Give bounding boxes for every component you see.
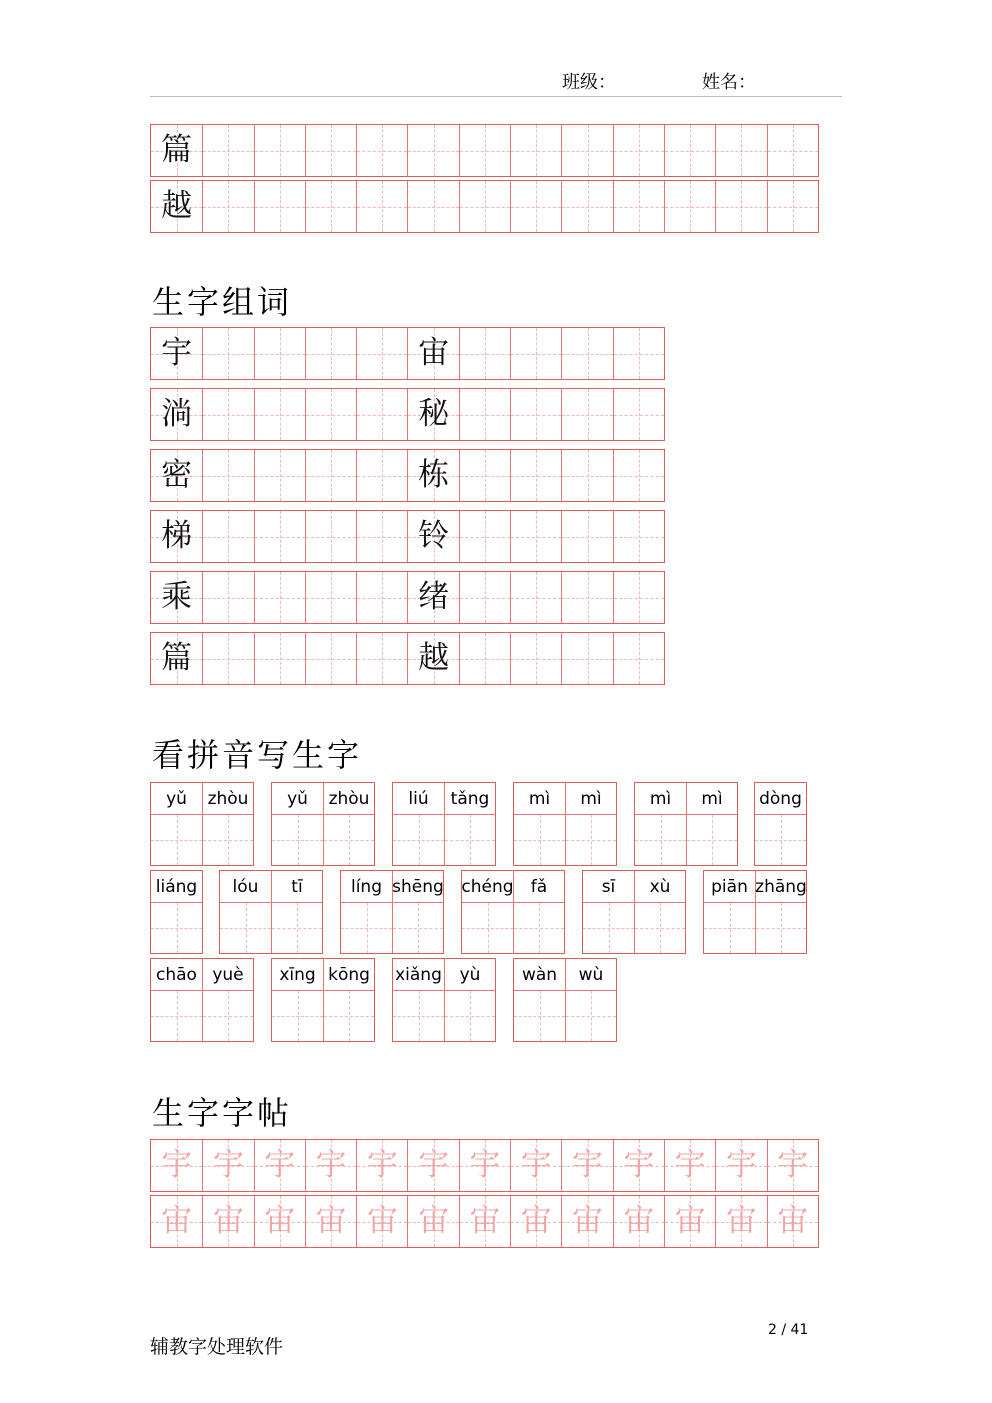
hanzi-writing-cell[interactable] bbox=[686, 815, 737, 865]
pinyin-syllable: yǔ bbox=[166, 788, 187, 809]
pinyin-syllable: yuè bbox=[202, 959, 253, 990]
hanzi-writing-cell[interactable] bbox=[393, 991, 444, 1041]
pinyin-word-box bbox=[150, 870, 203, 954]
copy-model-cell[interactable] bbox=[151, 181, 202, 232]
zuci-row bbox=[150, 632, 665, 685]
trace-char: 宇 bbox=[366, 1147, 398, 1183]
trace-char: 宇 bbox=[520, 1147, 552, 1183]
pinyin-word-box bbox=[513, 958, 617, 1042]
writing-cell[interactable] bbox=[767, 125, 818, 176]
zuci-row bbox=[150, 327, 665, 380]
section-title-pinyin: 看拼音写生字 bbox=[152, 736, 363, 774]
pinyin-row bbox=[151, 871, 202, 903]
writing-cell[interactable] bbox=[510, 633, 561, 684]
writing-cell[interactable] bbox=[561, 572, 612, 623]
pinyin-row bbox=[272, 783, 374, 815]
writing-cell[interactable] bbox=[202, 511, 253, 562]
model-char: 宇 bbox=[161, 335, 193, 371]
hanzi-writing-cell[interactable] bbox=[755, 815, 806, 865]
pinyin-syllable: xù bbox=[634, 871, 685, 902]
writing-cell[interactable] bbox=[459, 181, 510, 232]
pinyin-word-box bbox=[219, 870, 323, 954]
pinyin-syllable: xīng bbox=[279, 964, 316, 985]
zuci-model-cell[interactable] bbox=[151, 450, 202, 501]
trace-cell[interactable] bbox=[613, 1140, 664, 1191]
pinyin-syllable: mì bbox=[565, 783, 616, 814]
model-char: 梯 bbox=[161, 518, 193, 554]
pinyin-word-box bbox=[513, 782, 617, 866]
trace-cell[interactable] bbox=[613, 1196, 664, 1247]
writing-cell[interactable] bbox=[305, 572, 356, 623]
pinyin-word-box bbox=[754, 782, 807, 866]
zuci-model-cell[interactable] bbox=[151, 511, 202, 562]
trace-cell[interactable] bbox=[305, 1140, 356, 1191]
zuci-model-cell[interactable] bbox=[407, 572, 458, 623]
hanzi-row bbox=[755, 815, 806, 865]
trace-cell[interactable] bbox=[459, 1196, 510, 1247]
pinyin-syllable: mì bbox=[649, 788, 672, 809]
pinyin-syllable: wàn bbox=[521, 964, 558, 985]
hanzi-row bbox=[462, 903, 564, 953]
hanzi-writing-cell[interactable] bbox=[514, 815, 565, 865]
writing-cell[interactable] bbox=[459, 450, 510, 501]
writing-cell[interactable] bbox=[356, 450, 407, 501]
writing-cell[interactable] bbox=[202, 389, 253, 440]
model-char: 篇 bbox=[161, 640, 193, 676]
hanzi-writing-cell[interactable] bbox=[392, 903, 443, 953]
pinyin-syllable: sī bbox=[601, 876, 616, 897]
writing-cell[interactable] bbox=[715, 125, 766, 176]
zuci-model-cell[interactable] bbox=[151, 389, 202, 440]
model-char: 秘 bbox=[418, 396, 450, 432]
model-char: 绪 bbox=[418, 579, 450, 615]
trace-cell[interactable] bbox=[407, 1196, 458, 1247]
pinyin-syllable: yù bbox=[444, 959, 495, 990]
hanzi-writing-cell[interactable] bbox=[634, 903, 685, 953]
writing-cell[interactable] bbox=[561, 125, 612, 176]
trace-char: 宇 bbox=[315, 1147, 347, 1183]
trace-char: 宙 bbox=[161, 1203, 193, 1239]
hanzi-row bbox=[393, 815, 495, 865]
pinyin-row bbox=[272, 959, 374, 991]
hanzi-row bbox=[514, 815, 616, 865]
trace-cell[interactable] bbox=[715, 1196, 766, 1247]
pinyin-row bbox=[755, 783, 806, 815]
section-title-zitie: 生字字帖 bbox=[152, 1094, 293, 1132]
hanzi-writing-cell[interactable] bbox=[271, 903, 322, 953]
model-char: 淌 bbox=[161, 396, 193, 432]
hanzi-row bbox=[151, 815, 253, 865]
pinyin-syllable: lóu bbox=[232, 876, 259, 897]
trace-cell[interactable] bbox=[664, 1196, 715, 1247]
model-char: 密 bbox=[161, 457, 193, 493]
model-char: 越 bbox=[161, 188, 193, 224]
software-name: 辅教字处理软件 bbox=[150, 1336, 284, 1358]
trace-char: 宙 bbox=[212, 1203, 244, 1239]
pinyin-word-box bbox=[582, 870, 686, 954]
pinyin-word-box bbox=[150, 782, 254, 866]
hanzi-row bbox=[514, 991, 616, 1041]
zitie-row bbox=[150, 1195, 819, 1248]
trace-cell[interactable] bbox=[356, 1140, 407, 1191]
pinyin-word-box bbox=[461, 870, 565, 954]
hanzi-writing-cell[interactable] bbox=[444, 991, 495, 1041]
writing-cell[interactable] bbox=[356, 328, 407, 379]
pinyin-word-box bbox=[340, 870, 444, 954]
hanzi-writing-cell[interactable] bbox=[202, 991, 253, 1041]
writing-cell[interactable] bbox=[510, 511, 561, 562]
writing-cell[interactable] bbox=[254, 328, 305, 379]
writing-cell[interactable] bbox=[561, 389, 612, 440]
hanzi-writing-cell[interactable] bbox=[565, 815, 616, 865]
writing-cell[interactable] bbox=[715, 181, 766, 232]
trace-cell[interactable] bbox=[202, 1140, 253, 1191]
writing-cell[interactable] bbox=[356, 389, 407, 440]
pinyin-row bbox=[514, 783, 616, 815]
trace-char: 宙 bbox=[366, 1203, 398, 1239]
writing-cell[interactable] bbox=[356, 572, 407, 623]
trace-cell[interactable] bbox=[356, 1196, 407, 1247]
zuci-model-cell[interactable] bbox=[151, 328, 202, 379]
zitie-row bbox=[150, 1139, 819, 1192]
class-label: 班级： bbox=[562, 72, 616, 93]
pinyin-syllable: liáng bbox=[155, 876, 198, 897]
writing-cell[interactable] bbox=[254, 125, 305, 176]
writing-cell[interactable] bbox=[561, 633, 612, 684]
zuci-model-cell[interactable] bbox=[151, 572, 202, 623]
zuci-model-cell[interactable] bbox=[407, 389, 458, 440]
pinyin-syllable: fǎ bbox=[513, 871, 564, 902]
copy-row bbox=[150, 180, 819, 233]
writing-cell[interactable] bbox=[561, 181, 612, 232]
hanzi-row bbox=[393, 991, 495, 1041]
writing-cell[interactable] bbox=[254, 181, 305, 232]
writing-cell[interactable] bbox=[561, 328, 612, 379]
writing-cell[interactable] bbox=[356, 511, 407, 562]
hanzi-writing-cell[interactable] bbox=[323, 991, 374, 1041]
trace-char: 宇 bbox=[469, 1147, 501, 1183]
trace-cell[interactable] bbox=[767, 1140, 818, 1191]
hanzi-writing-cell[interactable] bbox=[755, 903, 806, 953]
hanzi-writing-cell[interactable] bbox=[462, 903, 513, 953]
pinyin-row bbox=[704, 871, 806, 903]
hanzi-row bbox=[583, 903, 685, 953]
pinyin-word-box bbox=[271, 782, 375, 866]
trace-cell[interactable] bbox=[767, 1196, 818, 1247]
pinyin-row bbox=[151, 783, 253, 815]
section-title-zuci: 生字组词 bbox=[152, 283, 293, 321]
pinyin-syllable: mì bbox=[528, 788, 551, 809]
hanzi-writing-cell[interactable] bbox=[635, 815, 686, 865]
writing-cell[interactable] bbox=[407, 181, 458, 232]
writing-cell[interactable] bbox=[510, 572, 561, 623]
trace-cell[interactable] bbox=[305, 1196, 356, 1247]
writing-cell[interactable] bbox=[767, 181, 818, 232]
hanzi-writing-cell[interactable] bbox=[514, 991, 565, 1041]
hanzi-row bbox=[704, 903, 806, 953]
writing-cell[interactable] bbox=[613, 511, 664, 562]
writing-cell[interactable] bbox=[202, 328, 253, 379]
writing-cell[interactable] bbox=[613, 125, 664, 176]
hanzi-writing-cell[interactable] bbox=[220, 903, 271, 953]
copy-row bbox=[150, 124, 819, 177]
hanzi-row bbox=[151, 903, 202, 953]
zuci-row bbox=[150, 388, 665, 441]
trace-char: 宙 bbox=[315, 1203, 347, 1239]
pinyin-syllable: dòng bbox=[759, 788, 802, 809]
hanzi-row bbox=[635, 815, 737, 865]
pinyin-syllable: zhāng bbox=[755, 871, 806, 902]
model-char: 栋 bbox=[418, 457, 450, 493]
writing-cell[interactable] bbox=[305, 633, 356, 684]
writing-cell[interactable] bbox=[561, 450, 612, 501]
writing-cell[interactable] bbox=[459, 572, 510, 623]
pinyin-row bbox=[151, 959, 253, 991]
hanzi-writing-cell[interactable] bbox=[565, 991, 616, 1041]
writing-cell[interactable] bbox=[356, 181, 407, 232]
hanzi-writing-cell[interactable] bbox=[323, 815, 374, 865]
pinyin-syllable: zhòu bbox=[323, 783, 374, 814]
writing-cell[interactable] bbox=[613, 328, 664, 379]
page-number: 2 / 41 bbox=[768, 1322, 809, 1338]
pinyin-row bbox=[341, 871, 443, 903]
zuci-row bbox=[150, 449, 665, 502]
trace-cell[interactable] bbox=[715, 1140, 766, 1191]
writing-cell[interactable] bbox=[510, 389, 561, 440]
trace-char: 宙 bbox=[674, 1203, 706, 1239]
writing-cell[interactable] bbox=[459, 389, 510, 440]
hanzi-row bbox=[272, 991, 374, 1041]
hanzi-writing-cell[interactable] bbox=[513, 903, 564, 953]
trace-char: 宇 bbox=[418, 1147, 450, 1183]
trace-char: 宙 bbox=[777, 1203, 809, 1239]
pinyin-syllable: mì bbox=[686, 783, 737, 814]
writing-cell[interactable] bbox=[305, 450, 356, 501]
trace-char: 宙 bbox=[623, 1203, 655, 1239]
trace-char: 宇 bbox=[161, 1147, 193, 1183]
zuci-model-cell[interactable] bbox=[407, 328, 458, 379]
writing-cell[interactable] bbox=[510, 181, 561, 232]
trace-cell[interactable] bbox=[561, 1140, 612, 1191]
pinyin-syllable: chāo bbox=[156, 964, 197, 985]
writing-cell[interactable] bbox=[459, 328, 510, 379]
hanzi-writing-cell[interactable] bbox=[151, 991, 202, 1041]
trace-char: 宇 bbox=[212, 1147, 244, 1183]
hanzi-writing-cell[interactable] bbox=[202, 815, 253, 865]
writing-cell[interactable] bbox=[202, 572, 253, 623]
hanzi-writing-cell[interactable] bbox=[151, 815, 202, 865]
writing-cell[interactable] bbox=[510, 125, 561, 176]
writing-cell[interactable] bbox=[459, 511, 510, 562]
writing-cell[interactable] bbox=[561, 511, 612, 562]
pinyin-syllable: tǎng bbox=[444, 783, 495, 814]
pinyin-row bbox=[393, 959, 495, 991]
model-char: 越 bbox=[418, 640, 450, 676]
trace-cell[interactable] bbox=[510, 1196, 561, 1247]
writing-cell[interactable] bbox=[613, 633, 664, 684]
zuci-model-cell[interactable] bbox=[407, 633, 458, 684]
writing-cell[interactable] bbox=[254, 450, 305, 501]
model-char: 宙 bbox=[418, 335, 450, 371]
hanzi-writing-cell[interactable] bbox=[341, 903, 392, 953]
trace-cell[interactable] bbox=[151, 1140, 202, 1191]
model-char: 篇 bbox=[161, 132, 193, 168]
writing-cell[interactable] bbox=[305, 125, 356, 176]
pinyin-row bbox=[393, 783, 495, 815]
writing-cell[interactable] bbox=[459, 633, 510, 684]
writing-cell[interactable] bbox=[254, 572, 305, 623]
writing-cell[interactable] bbox=[305, 389, 356, 440]
pinyin-syllable: wù bbox=[565, 959, 616, 990]
writing-cell[interactable] bbox=[202, 633, 253, 684]
pinyin-syllable: piān bbox=[711, 876, 748, 897]
writing-cell[interactable] bbox=[459, 125, 510, 176]
trace-cell[interactable] bbox=[664, 1140, 715, 1191]
pinyin-row bbox=[635, 783, 737, 815]
header-divider bbox=[150, 96, 842, 97]
model-char: 乘 bbox=[161, 579, 193, 615]
writing-cell[interactable] bbox=[254, 633, 305, 684]
pinyin-syllable: liú bbox=[408, 788, 429, 809]
zuci-model-cell[interactable] bbox=[407, 450, 458, 501]
hanzi-row bbox=[272, 815, 374, 865]
writing-cell[interactable] bbox=[613, 389, 664, 440]
writing-cell[interactable] bbox=[305, 181, 356, 232]
trace-char: 宙 bbox=[418, 1203, 450, 1239]
pinyin-syllable: shēng bbox=[392, 871, 443, 902]
hanzi-row bbox=[220, 903, 322, 953]
pinyin-word-box bbox=[703, 870, 807, 954]
hanzi-row bbox=[341, 903, 443, 953]
writing-cell[interactable] bbox=[407, 125, 458, 176]
writing-cell[interactable] bbox=[510, 450, 561, 501]
writing-cell[interactable] bbox=[202, 450, 253, 501]
writing-cell[interactable] bbox=[254, 389, 305, 440]
pinyin-syllable: yǔ bbox=[287, 788, 308, 809]
writing-cell[interactable] bbox=[664, 125, 715, 176]
writing-cell[interactable] bbox=[202, 125, 253, 176]
hanzi-writing-cell[interactable] bbox=[393, 815, 444, 865]
writing-cell[interactable] bbox=[613, 572, 664, 623]
hanzi-writing-cell[interactable] bbox=[444, 815, 495, 865]
trace-char: 宇 bbox=[264, 1147, 296, 1183]
trace-cell[interactable] bbox=[254, 1140, 305, 1191]
trace-char: 宇 bbox=[572, 1147, 604, 1183]
copy-model-cell[interactable] bbox=[151, 125, 202, 176]
trace-char: 宙 bbox=[520, 1203, 552, 1239]
writing-cell[interactable] bbox=[613, 181, 664, 232]
hanzi-writing-cell[interactable] bbox=[704, 903, 755, 953]
pinyin-word-box bbox=[392, 782, 496, 866]
pinyin-syllable: chéng bbox=[461, 876, 514, 897]
zuci-model-cell[interactable] bbox=[151, 633, 202, 684]
pinyin-row bbox=[462, 871, 564, 903]
pinyin-word-box bbox=[392, 958, 496, 1042]
trace-cell[interactable] bbox=[561, 1196, 612, 1247]
model-char: 铃 bbox=[418, 518, 450, 554]
trace-cell[interactable] bbox=[459, 1140, 510, 1191]
trace-char: 宙 bbox=[572, 1203, 604, 1239]
pinyin-row bbox=[514, 959, 616, 991]
trace-char: 宇 bbox=[725, 1147, 757, 1183]
hanzi-writing-cell[interactable] bbox=[272, 991, 323, 1041]
trace-char: 宇 bbox=[777, 1147, 809, 1183]
pinyin-row bbox=[583, 871, 685, 903]
pinyin-row bbox=[220, 871, 322, 903]
writing-cell[interactable] bbox=[356, 125, 407, 176]
pinyin-syllable: xiǎng bbox=[395, 964, 442, 985]
hanzi-row bbox=[151, 991, 253, 1041]
zuci-model-cell[interactable] bbox=[407, 511, 458, 562]
trace-cell[interactable] bbox=[254, 1196, 305, 1247]
trace-char: 宙 bbox=[469, 1203, 501, 1239]
writing-cell[interactable] bbox=[613, 450, 664, 501]
trace-char: 宙 bbox=[264, 1203, 296, 1239]
writing-cell[interactable] bbox=[510, 328, 561, 379]
writing-cell[interactable] bbox=[356, 633, 407, 684]
pinyin-syllable: tī bbox=[271, 871, 322, 902]
hanzi-writing-cell[interactable] bbox=[272, 815, 323, 865]
trace-cell[interactable] bbox=[407, 1140, 458, 1191]
pinyin-syllable: kōng bbox=[323, 959, 374, 990]
writing-cell[interactable] bbox=[202, 181, 253, 232]
pinyin-word-box bbox=[634, 782, 738, 866]
zuci-row bbox=[150, 571, 665, 624]
trace-cell[interactable] bbox=[510, 1140, 561, 1191]
hanzi-writing-cell[interactable] bbox=[583, 903, 634, 953]
writing-cell[interactable] bbox=[305, 511, 356, 562]
pinyin-word-box bbox=[271, 958, 375, 1042]
pinyin-syllable: líng bbox=[350, 876, 382, 897]
name-label: 姓名： bbox=[702, 72, 756, 93]
writing-cell[interactable] bbox=[664, 181, 715, 232]
writing-cell[interactable] bbox=[305, 328, 356, 379]
pinyin-syllable: zhòu bbox=[202, 783, 253, 814]
trace-cell[interactable] bbox=[151, 1196, 202, 1247]
zuci-row bbox=[150, 510, 665, 563]
trace-char: 宇 bbox=[674, 1147, 706, 1183]
trace-char: 宙 bbox=[725, 1203, 757, 1239]
writing-cell[interactable] bbox=[254, 511, 305, 562]
hanzi-writing-cell[interactable] bbox=[151, 903, 202, 953]
trace-cell[interactable] bbox=[202, 1196, 253, 1247]
pinyin-word-box bbox=[150, 958, 254, 1042]
trace-char: 宇 bbox=[623, 1147, 655, 1183]
